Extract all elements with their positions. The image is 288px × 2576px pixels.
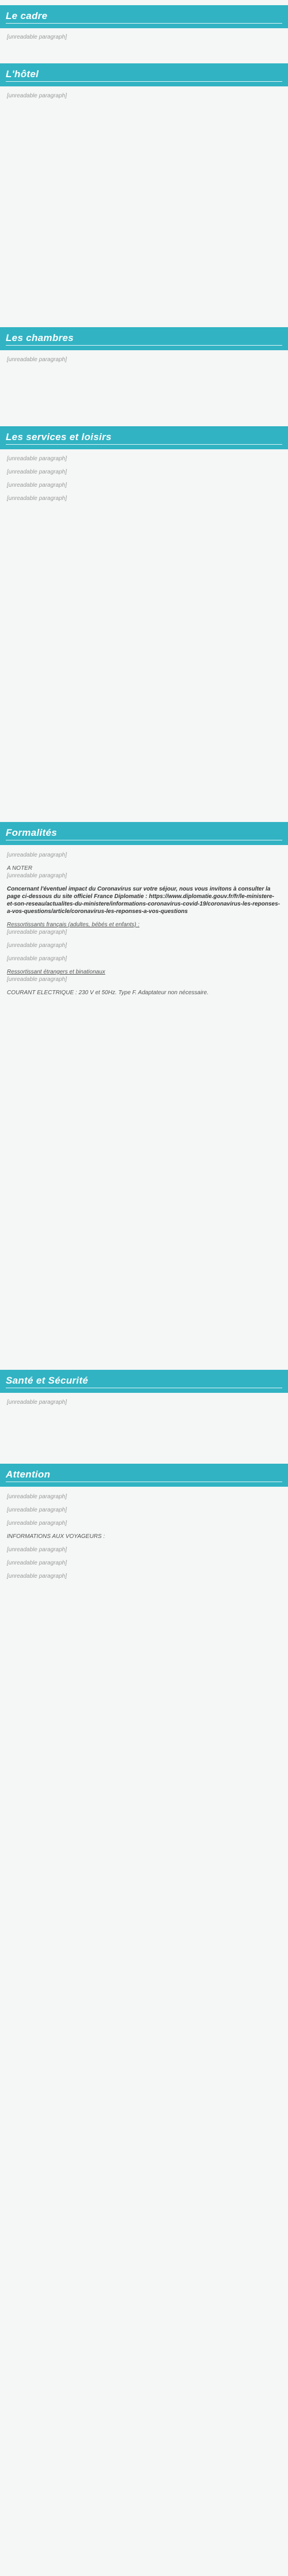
section-body-services: [7, 455, 280, 508]
section-body-hotel: [7, 92, 280, 105]
section-title: Formalités: [6, 827, 57, 838]
paragraph: [unreadable paragraph]: [7, 873, 67, 879]
paragraph: [unreadable paragraph]: [7, 357, 67, 363]
french-nationals-heading: Ressortissants français (adultes, bébés et enfants) :: [7, 922, 140, 928]
paragraph: [unreadable paragraph]: [7, 1560, 67, 1566]
foreign-nationals-heading: Ressortissant étrangers et binationaux: [7, 969, 105, 975]
paragraph: [unreadable paragraph]: [7, 1520, 67, 1526]
travelers-info-heading: INFORMATIONS AUX VOYAGEURS :: [7, 1533, 105, 1540]
paragraph: [unreadable paragraph]: [7, 469, 67, 475]
section-body-cadre: [7, 33, 280, 47]
section-banner-attention: [0, 1464, 288, 1487]
paragraph: [unreadable paragraph]: [7, 1494, 67, 1500]
paragraph: [unreadable paragraph]: [7, 495, 67, 502]
section-banner-hotel: [0, 63, 288, 86]
paragraph: [unreadable paragraph]: [7, 956, 67, 962]
paragraph: [unreadable paragraph]: [7, 1507, 67, 1513]
section-banner-sante: [0, 1370, 288, 1393]
paragraph: [unreadable paragraph]: [7, 976, 67, 983]
paragraph: [unreadable paragraph]: [7, 1399, 67, 1406]
section-title: Les chambres: [6, 332, 74, 343]
section-body-formalites: [7, 851, 280, 1002]
divider: [6, 23, 282, 24]
divider: [6, 444, 282, 445]
paragraph: [unreadable paragraph]: [7, 1547, 67, 1553]
section-banner-chambres: [0, 327, 288, 350]
paragraph: [unreadable paragraph]: [7, 942, 67, 949]
paragraph: [unreadable paragraph]: [7, 852, 67, 858]
section-title: Les services et loisirs: [6, 431, 112, 442]
paragraph: [unreadable paragraph]: [7, 929, 67, 935]
coronavirus-notice[interactable]: Concernant l'éventuel impact du Coronavirus sur votre séjour, nous vous invitons à consulter la page ci-dessous du site officiel France Diplomatie : https://www.diplomatie.gouv.fr/fr/le-ministere-et-son-reseau/actualites-du-ministere/informations-coronavirus-covid-19/coronavirus-les-reponses-a-vos-questions/article/coronavirus-les-reponses-a-vos-questions: [7, 886, 281, 915]
note-heading: A NOTER: [7, 865, 33, 872]
paragraph: [unreadable paragraph]: [7, 34, 67, 40]
section-banner-formalites: [0, 822, 288, 845]
divider: [6, 81, 282, 82]
section-title: Attention: [6, 1469, 51, 1480]
section-banner-cadre: [0, 5, 288, 28]
section-title: Santé et Sécurité: [6, 1375, 89, 1386]
section-body-chambres: [7, 356, 280, 369]
paragraph: [unreadable paragraph]: [7, 482, 67, 488]
divider: [6, 345, 282, 346]
section-banner-services: [0, 426, 288, 449]
paragraph: [unreadable paragraph]: [7, 93, 67, 99]
section-body-attention: [7, 1493, 280, 1586]
section-body-sante: [7, 1399, 280, 1412]
electric-current: COURANT ELECTRIQUE : 230 V et 50Hz. Type F. Adaptateur non nécessaire.: [7, 990, 209, 996]
paragraph: [unreadable paragraph]: [7, 456, 67, 462]
section-title: L'hôtel: [6, 69, 39, 79]
section-title: Le cadre: [6, 10, 48, 21]
paragraph: [unreadable paragraph]: [7, 1573, 67, 1579]
